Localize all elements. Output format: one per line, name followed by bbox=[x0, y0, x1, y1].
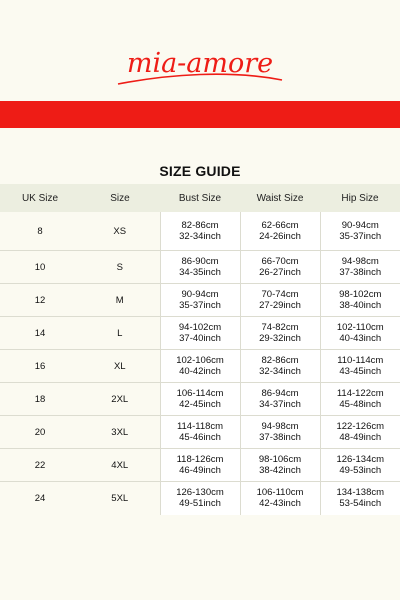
bust-cm: 86-90cm bbox=[181, 256, 219, 267]
bust-cell bbox=[160, 350, 240, 383]
waist-cell bbox=[240, 449, 320, 482]
waist-cm: 74-82cm bbox=[261, 322, 299, 333]
waist-cell bbox=[240, 350, 320, 383]
table-header-row bbox=[0, 184, 400, 212]
waist-cell bbox=[240, 383, 320, 416]
hip-cm: 114-122cm bbox=[336, 388, 384, 399]
accent-band bbox=[0, 101, 400, 128]
waist-inch: 42-43inch bbox=[259, 498, 301, 510]
header-hip-size: Hip Size bbox=[341, 192, 379, 204]
size-table bbox=[0, 184, 400, 515]
hip-inch: 35-37inch bbox=[339, 231, 382, 242]
uk-size-cell: 16 bbox=[0, 350, 80, 383]
hip-cm: 94-98cm bbox=[341, 256, 379, 267]
hip-inch: 38-40inch bbox=[339, 300, 382, 311]
waist-cell bbox=[240, 482, 320, 515]
hip-cell bbox=[320, 449, 400, 482]
hip-cm: 134-138cm bbox=[336, 487, 385, 499]
hip-cell bbox=[320, 284, 400, 317]
hip-inch: 37-38inch bbox=[339, 267, 382, 278]
hip-cell bbox=[320, 251, 400, 284]
bust-cm: 106-114cm bbox=[176, 388, 224, 399]
size-cell: 2XL bbox=[80, 383, 160, 416]
size-cell: L bbox=[80, 317, 160, 350]
waist-cm: 70-74cm bbox=[261, 289, 299, 300]
waist-cell bbox=[240, 317, 320, 350]
waist-inch: 27-29inch bbox=[259, 300, 301, 311]
table-row bbox=[0, 350, 400, 383]
table-row bbox=[0, 284, 400, 317]
hip-cm: 126-134cm bbox=[336, 454, 385, 465]
waist-cell bbox=[240, 212, 320, 251]
hip-inch: 48-49inch bbox=[339, 432, 382, 443]
hip-cell bbox=[320, 212, 400, 251]
hip-cm: 110-114cm bbox=[337, 355, 384, 366]
uk-size-cell: 8 bbox=[37, 225, 43, 237]
waist-inch: 38-42inch bbox=[259, 465, 301, 476]
waist-inch: 32-34inch bbox=[259, 366, 301, 377]
table-row bbox=[0, 416, 400, 449]
size-cell: XL bbox=[80, 350, 160, 383]
bust-cm: 90-94cm bbox=[181, 289, 219, 300]
table-row bbox=[0, 482, 400, 515]
bust-inch: 42-45inch bbox=[179, 399, 221, 410]
bust-inch: 32-34inch bbox=[179, 231, 221, 242]
hip-cell bbox=[320, 317, 400, 350]
bust-cm: 102-106cm bbox=[176, 355, 224, 366]
bust-cm: 82-86cm bbox=[181, 220, 219, 231]
size-cell: XS bbox=[113, 225, 127, 237]
hip-cm: 98-102cm bbox=[339, 289, 382, 300]
header-bust-size: Bust Size bbox=[178, 192, 222, 204]
waist-inch: 37-38inch bbox=[259, 432, 301, 443]
size-cell: 4XL bbox=[80, 449, 160, 482]
hip-inch: 53-54inch bbox=[339, 498, 382, 510]
bust-cm: 94-102cm bbox=[178, 322, 222, 333]
hip-inch: 40-43inch bbox=[339, 333, 382, 344]
bust-cell bbox=[160, 251, 240, 284]
size-cell: 3XL bbox=[80, 416, 160, 449]
header-uk-size: UK Size bbox=[21, 192, 59, 204]
table-row bbox=[0, 251, 400, 284]
uk-size-cell: 12 bbox=[0, 284, 80, 317]
bust-cell bbox=[160, 317, 240, 350]
waist-cm: 94-98cm bbox=[261, 421, 299, 432]
page-title: SIZE GUIDE bbox=[159, 163, 241, 179]
waist-inch: 24-26inch bbox=[259, 231, 301, 242]
waist-cell bbox=[240, 284, 320, 317]
bust-inch: 37-40inch bbox=[179, 333, 221, 344]
bust-inch: 40-42inch bbox=[179, 366, 221, 377]
table-row bbox=[0, 383, 400, 416]
logo-text: mia-amore bbox=[126, 48, 274, 79]
hip-cm: 90-94cm bbox=[341, 220, 379, 231]
waist-inch: 29-32inch bbox=[259, 333, 301, 344]
bust-cell bbox=[160, 383, 240, 416]
uk-size-cell: 22 bbox=[0, 449, 80, 482]
bust-cm: 126-130cm bbox=[176, 487, 224, 499]
hip-cm: 122-126cm bbox=[336, 421, 385, 432]
hip-cell bbox=[320, 482, 400, 515]
waist-cm: 66-70cm bbox=[261, 256, 299, 267]
header-waist-size: Waist Size bbox=[256, 192, 304, 204]
uk-size-cell: 14 bbox=[0, 317, 80, 350]
size-cell: 5XL bbox=[80, 482, 160, 515]
table-row bbox=[0, 449, 400, 482]
uk-size-cell: 24 bbox=[0, 482, 80, 515]
bust-cell bbox=[160, 416, 240, 449]
waist-cell bbox=[240, 416, 320, 449]
hip-cell bbox=[320, 416, 400, 449]
waist-cm: 82-86cm bbox=[261, 355, 299, 366]
waist-inch: 34-37inch bbox=[259, 399, 301, 410]
bust-inch: 46-49inch bbox=[179, 465, 221, 476]
waist-cm: 86-94cm bbox=[261, 388, 299, 399]
uk-size-cell: 10 bbox=[0, 251, 80, 284]
waist-cm: 106-110cm bbox=[256, 487, 304, 499]
hip-cm: 102-110cm bbox=[336, 322, 384, 333]
bust-cell bbox=[160, 284, 240, 317]
hip-inch: 45-48inch bbox=[339, 399, 382, 410]
hip-cell bbox=[320, 383, 400, 416]
uk-size-cell: 20 bbox=[0, 416, 80, 449]
size-cell: S bbox=[80, 251, 160, 284]
bust-inch: 34-35inch bbox=[179, 267, 221, 278]
hip-inch: 49-53inch bbox=[339, 465, 382, 476]
hip-cell bbox=[320, 350, 400, 383]
bust-cell bbox=[160, 212, 240, 251]
size-table-body bbox=[0, 212, 400, 515]
waist-inch: 26-27inch bbox=[259, 267, 301, 278]
bust-cm: 118-126cm bbox=[176, 454, 224, 465]
brand-logo-graphic bbox=[0, 44, 400, 94]
bust-inch: 45-46inch bbox=[179, 432, 221, 443]
table-row bbox=[0, 317, 400, 350]
hip-inch: 43-45inch bbox=[339, 366, 382, 377]
size-cell: M bbox=[80, 284, 160, 317]
waist-cm: 62-66cm bbox=[261, 220, 299, 231]
bust-cm: 114-118cm bbox=[176, 421, 224, 432]
uk-size-cell: 18 bbox=[0, 383, 80, 416]
header-size: Size bbox=[110, 192, 130, 204]
waist-cell bbox=[240, 251, 320, 284]
brand-logo bbox=[0, 44, 400, 94]
bust-cell bbox=[160, 482, 240, 515]
waist-cm: 98-106cm bbox=[258, 454, 302, 465]
table-row bbox=[0, 212, 400, 251]
bust-inch: 49-51inch bbox=[179, 498, 221, 510]
bust-cell bbox=[160, 449, 240, 482]
bust-inch: 35-37inch bbox=[179, 300, 221, 311]
